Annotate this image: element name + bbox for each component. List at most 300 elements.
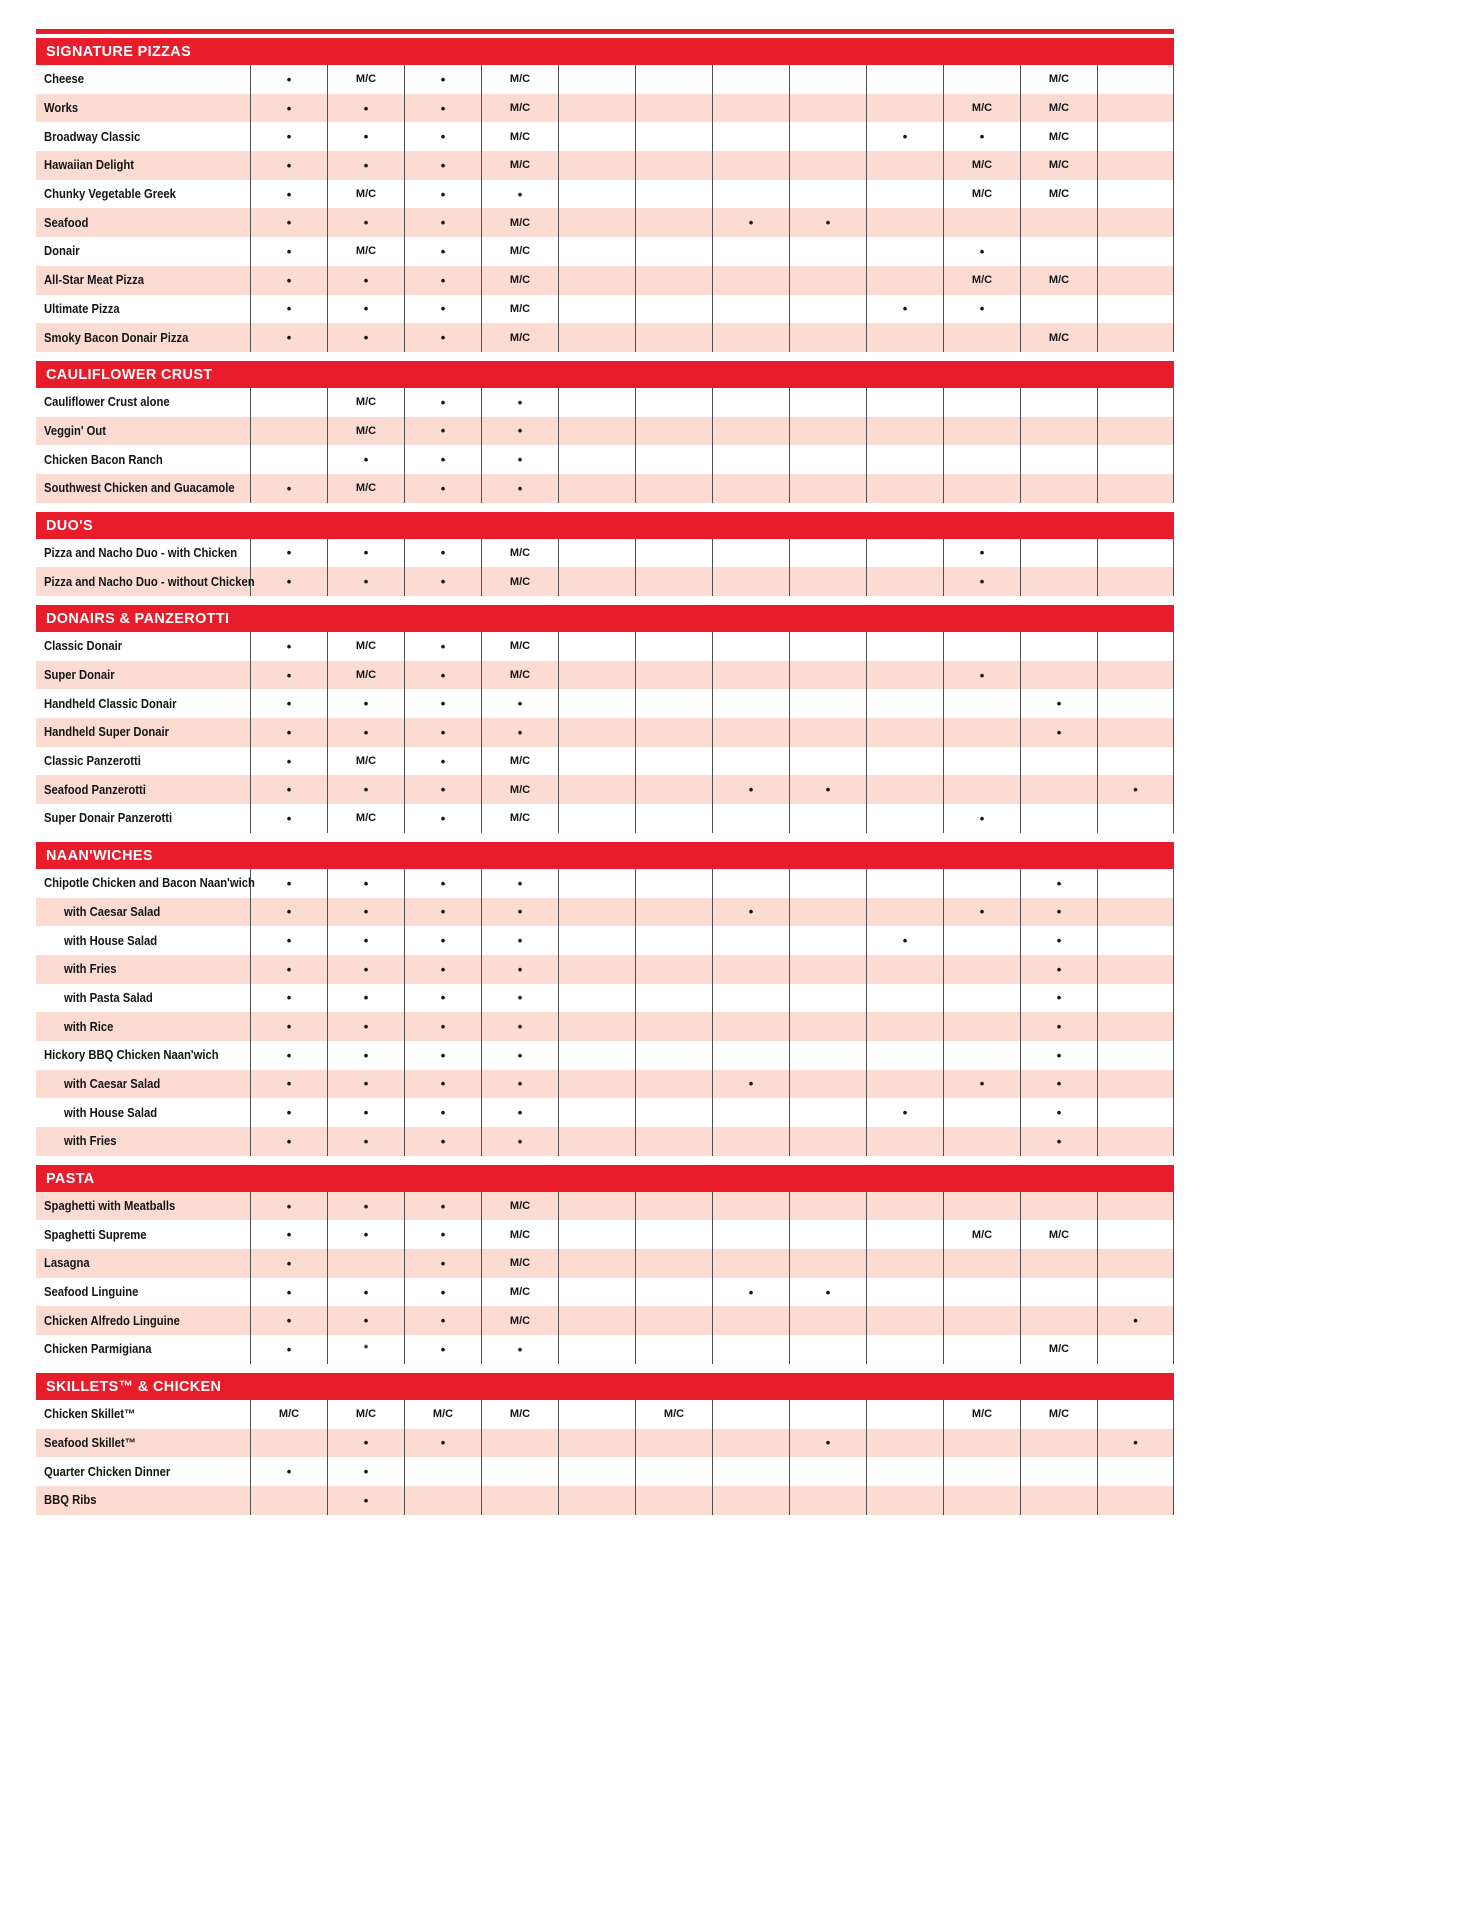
contains-marker-cell: • xyxy=(1020,1070,1097,1099)
contains-marker-cell: • xyxy=(250,661,327,690)
empty-cell xyxy=(635,151,712,180)
section-naan-wiches xyxy=(36,842,1174,1156)
contains-marker-cell: • xyxy=(250,898,327,927)
contains-marker-cell: • xyxy=(250,151,327,180)
empty-cell xyxy=(558,1098,635,1127)
table-row xyxy=(36,775,1174,804)
contains-marker-cell: • xyxy=(404,955,481,984)
menu-item-label-cell xyxy=(36,445,250,474)
empty-cell xyxy=(712,94,789,123)
contains-marker-cell: • xyxy=(250,323,327,352)
contains-marker-cell: • xyxy=(404,869,481,898)
table-row xyxy=(36,1041,1174,1070)
empty-cell xyxy=(1020,567,1097,596)
may-contain-marker-cell: M/C xyxy=(327,632,404,661)
contains-marker-cell: • xyxy=(404,295,481,324)
empty-cell xyxy=(1097,417,1174,446)
contains-marker-cell: • xyxy=(943,237,1020,266)
contains-marker-cell: • xyxy=(1020,955,1097,984)
menu-item-label-cell xyxy=(36,539,250,568)
empty-cell xyxy=(1020,295,1097,324)
empty-cell xyxy=(789,632,866,661)
empty-cell xyxy=(789,323,866,352)
empty-cell xyxy=(558,1400,635,1429)
empty-cell xyxy=(558,180,635,209)
may-contain-marker-cell: M/C xyxy=(327,1400,404,1429)
contains-marker-cell: • xyxy=(943,295,1020,324)
empty-cell xyxy=(1097,323,1174,352)
empty-cell xyxy=(1097,180,1174,209)
empty-cell xyxy=(558,122,635,151)
empty-cell xyxy=(789,474,866,503)
contains-marker-cell: • xyxy=(404,65,481,94)
menu-item-label-cell xyxy=(36,295,250,324)
menu-item-label: Classic Panzerotti xyxy=(44,754,141,769)
contains-marker-cell: • xyxy=(1020,1012,1097,1041)
empty-cell xyxy=(1097,632,1174,661)
contains-marker-cell: • xyxy=(1020,1127,1097,1156)
empty-cell xyxy=(866,1457,943,1486)
may-contain-marker-cell: M/C xyxy=(481,323,558,352)
table-row xyxy=(36,1306,1174,1335)
empty-cell xyxy=(943,955,1020,984)
empty-cell xyxy=(789,984,866,1013)
empty-cell xyxy=(789,65,866,94)
empty-cell xyxy=(789,180,866,209)
empty-cell xyxy=(866,151,943,180)
empty-cell xyxy=(866,632,943,661)
may-contain-marker-cell: M/C xyxy=(481,1306,558,1335)
empty-cell xyxy=(558,718,635,747)
empty-cell xyxy=(712,747,789,776)
contains-marker-cell: • xyxy=(327,898,404,927)
menu-item-label: Seafood xyxy=(44,215,89,230)
empty-cell xyxy=(866,898,943,927)
empty-cell xyxy=(712,266,789,295)
contains-marker-cell: • xyxy=(327,1220,404,1249)
empty-cell xyxy=(1097,474,1174,503)
empty-cell xyxy=(866,718,943,747)
menu-item-label: Classic Donair xyxy=(44,639,123,654)
empty-cell xyxy=(789,1070,866,1099)
empty-cell xyxy=(558,1249,635,1278)
empty-cell xyxy=(558,955,635,984)
empty-cell xyxy=(866,1127,943,1156)
contains-marker-cell: • xyxy=(250,775,327,804)
empty-cell xyxy=(789,869,866,898)
table-row xyxy=(36,926,1174,955)
menu-item-label-cell xyxy=(36,689,250,718)
empty-cell xyxy=(558,1192,635,1221)
empty-cell xyxy=(712,1192,789,1221)
contains-marker-cell: • xyxy=(866,122,943,151)
contains-marker-cell: • xyxy=(327,295,404,324)
contains-marker-cell: • xyxy=(712,1278,789,1307)
empty-cell xyxy=(635,1220,712,1249)
contains-marker-cell: • xyxy=(481,1012,558,1041)
empty-cell xyxy=(1097,1192,1174,1221)
empty-cell xyxy=(789,122,866,151)
empty-cell xyxy=(866,1486,943,1515)
contains-marker-cell: • xyxy=(712,898,789,927)
contains-marker-cell: • xyxy=(404,1012,481,1041)
empty-cell xyxy=(558,539,635,568)
contains-marker-cell: • xyxy=(404,94,481,123)
empty-cell xyxy=(1097,1012,1174,1041)
empty-cell xyxy=(943,926,1020,955)
menu-item-label-cell xyxy=(36,1070,250,1099)
empty-cell xyxy=(635,237,712,266)
empty-cell xyxy=(789,1306,866,1335)
contains-marker-cell: • xyxy=(1020,898,1097,927)
empty-cell xyxy=(558,1486,635,1515)
empty-cell xyxy=(712,926,789,955)
empty-cell xyxy=(558,94,635,123)
may-contain-marker-cell: M/C xyxy=(481,567,558,596)
empty-cell xyxy=(789,1098,866,1127)
empty-cell xyxy=(712,1098,789,1127)
menu-item-label: Seafood Panzerotti xyxy=(44,782,146,797)
contains-marker-cell: • xyxy=(250,208,327,237)
section-signature-pizzas xyxy=(36,38,1174,352)
empty-cell xyxy=(866,180,943,209)
contains-marker-cell: • xyxy=(250,804,327,833)
may-contain-marker-cell: M/C xyxy=(1020,1400,1097,1429)
contains-marker-cell: • xyxy=(327,926,404,955)
empty-cell xyxy=(481,1457,558,1486)
empty-cell xyxy=(635,1486,712,1515)
menu-item-label: Spaghetti Supreme xyxy=(44,1227,147,1242)
empty-cell xyxy=(866,1429,943,1458)
empty-cell xyxy=(558,1306,635,1335)
empty-cell xyxy=(1097,747,1174,776)
contains-marker-cell: • xyxy=(250,567,327,596)
menu-item-label-cell xyxy=(36,1457,250,1486)
empty-cell xyxy=(635,718,712,747)
may-contain-marker-cell: M/C xyxy=(327,474,404,503)
may-contain-marker-cell: M/C xyxy=(404,1400,481,1429)
empty-cell xyxy=(712,869,789,898)
empty-cell xyxy=(943,445,1020,474)
empty-cell xyxy=(635,567,712,596)
empty-cell xyxy=(866,689,943,718)
contains-marker-cell: • xyxy=(250,984,327,1013)
empty-cell xyxy=(1020,388,1097,417)
contains-marker-cell: • xyxy=(327,1278,404,1307)
empty-cell xyxy=(635,869,712,898)
section-title: SIGNATURE PIZZAS xyxy=(46,43,192,60)
empty-cell xyxy=(558,926,635,955)
empty-cell xyxy=(943,984,1020,1013)
menu-item-label: with Fries xyxy=(64,1134,117,1149)
contains-marker-cell: • xyxy=(481,417,558,446)
empty-cell xyxy=(1020,237,1097,266)
contains-marker-cell: • xyxy=(404,689,481,718)
table-row xyxy=(36,1249,1174,1278)
empty-cell xyxy=(712,955,789,984)
empty-cell xyxy=(635,417,712,446)
empty-cell xyxy=(943,718,1020,747)
table-row xyxy=(36,237,1174,266)
contains-marker-cell: • xyxy=(327,323,404,352)
contains-marker-cell: • xyxy=(250,65,327,94)
empty-cell xyxy=(1020,1249,1097,1278)
may-contain-marker-cell: M/C xyxy=(481,539,558,568)
contains-marker-cell: • xyxy=(481,474,558,503)
menu-item-label-cell xyxy=(36,1098,250,1127)
empty-cell xyxy=(558,151,635,180)
contains-marker-cell: • xyxy=(404,417,481,446)
empty-cell xyxy=(327,1249,404,1278)
menu-item-label: Chipotle Chicken and Bacon Naan'wich xyxy=(44,876,255,891)
empty-cell xyxy=(712,237,789,266)
empty-cell xyxy=(1097,955,1174,984)
contains-marker-cell: • xyxy=(327,151,404,180)
empty-cell xyxy=(866,94,943,123)
contains-marker-cell: • xyxy=(789,1429,866,1458)
may-contain-marker-cell: M/C xyxy=(1020,94,1097,123)
menu-item-label: Hawaiian Delight xyxy=(44,158,135,173)
empty-cell xyxy=(558,747,635,776)
contains-marker-cell: • xyxy=(250,122,327,151)
empty-cell xyxy=(1020,661,1097,690)
empty-cell xyxy=(635,689,712,718)
menu-item-label: Quarter Chicken Dinner xyxy=(44,1464,171,1479)
menu-item-label-cell xyxy=(36,718,250,747)
empty-cell xyxy=(712,661,789,690)
table-row xyxy=(36,1098,1174,1127)
empty-cell xyxy=(558,445,635,474)
contains-marker-cell: • xyxy=(327,567,404,596)
contains-marker-cell: • xyxy=(481,869,558,898)
empty-cell xyxy=(943,869,1020,898)
contains-marker-cell: • xyxy=(250,1278,327,1307)
empty-cell xyxy=(558,1070,635,1099)
empty-cell xyxy=(866,567,943,596)
contains-marker-cell: • xyxy=(404,1220,481,1249)
table-row xyxy=(36,689,1174,718)
menu-item-label-cell xyxy=(36,266,250,295)
table-row xyxy=(36,632,1174,661)
empty-cell xyxy=(789,94,866,123)
empty-cell xyxy=(866,65,943,94)
may-contain-marker-cell: M/C xyxy=(481,775,558,804)
may-contain-marker-cell: M/C xyxy=(481,295,558,324)
contains-marker-cell: • xyxy=(327,1041,404,1070)
contains-marker-cell: • xyxy=(250,1041,327,1070)
may-contain-marker-cell: M/C xyxy=(1020,266,1097,295)
contains-marker-cell: • xyxy=(327,1012,404,1041)
menu-item-label-cell xyxy=(36,984,250,1013)
contains-marker-cell: • xyxy=(943,1070,1020,1099)
empty-cell xyxy=(712,1249,789,1278)
menu-item-label: with Pasta Salad xyxy=(64,990,153,1005)
empty-cell xyxy=(866,474,943,503)
may-contain-marker-cell: M/C xyxy=(481,661,558,690)
contains-marker-cell: • xyxy=(404,122,481,151)
empty-cell xyxy=(481,1429,558,1458)
empty-cell xyxy=(866,388,943,417)
empty-cell xyxy=(1097,926,1174,955)
contains-marker-cell: • xyxy=(404,180,481,209)
may-contain-marker-cell: M/C xyxy=(943,151,1020,180)
contains-marker-cell: • xyxy=(404,1306,481,1335)
empty-cell xyxy=(635,804,712,833)
empty-cell xyxy=(635,180,712,209)
contains-marker-cell: • xyxy=(327,1127,404,1156)
table-row xyxy=(36,1278,1174,1307)
empty-cell xyxy=(1097,445,1174,474)
empty-cell xyxy=(943,208,1020,237)
table-row xyxy=(36,718,1174,747)
contains-marker-cell: • xyxy=(327,1306,404,1335)
empty-cell xyxy=(789,689,866,718)
contains-marker-cell: • xyxy=(866,926,943,955)
empty-cell xyxy=(866,1070,943,1099)
empty-cell xyxy=(712,1429,789,1458)
contains-marker-cell: • xyxy=(481,718,558,747)
empty-cell xyxy=(1097,1278,1174,1307)
empty-cell xyxy=(712,388,789,417)
menu-item-label: Chicken Parmigiana xyxy=(44,1342,152,1357)
empty-cell xyxy=(635,1192,712,1221)
empty-cell xyxy=(712,984,789,1013)
may-contain-marker-cell: M/C xyxy=(250,1400,327,1429)
empty-cell xyxy=(1020,474,1097,503)
empty-cell xyxy=(712,1486,789,1515)
contains-marker-cell: • xyxy=(250,266,327,295)
table-row xyxy=(36,567,1174,596)
empty-cell xyxy=(558,295,635,324)
empty-cell xyxy=(789,747,866,776)
empty-cell xyxy=(1097,869,1174,898)
contains-marker-cell: • xyxy=(250,689,327,718)
empty-cell xyxy=(635,747,712,776)
empty-cell xyxy=(404,1486,481,1515)
contains-marker-cell: • xyxy=(943,122,1020,151)
contains-marker-cell: • xyxy=(404,266,481,295)
contains-marker-cell: • xyxy=(1020,1098,1097,1127)
empty-cell xyxy=(1097,208,1174,237)
empty-cell xyxy=(866,1306,943,1335)
section-skillets-chicken xyxy=(36,1373,1174,1515)
empty-cell xyxy=(1097,804,1174,833)
empty-cell xyxy=(789,1486,866,1515)
empty-cell xyxy=(866,955,943,984)
empty-cell xyxy=(558,474,635,503)
empty-cell xyxy=(712,295,789,324)
menu-item-label-cell xyxy=(36,661,250,690)
may-contain-marker-cell: M/C xyxy=(943,180,1020,209)
menu-item-label-cell xyxy=(36,632,250,661)
contains-marker-cell: • xyxy=(404,1041,481,1070)
may-contain-marker-cell: M/C xyxy=(327,804,404,833)
empty-cell xyxy=(1020,775,1097,804)
empty-cell xyxy=(943,1098,1020,1127)
empty-cell xyxy=(1097,1220,1174,1249)
empty-cell xyxy=(250,417,327,446)
contains-marker-cell: • xyxy=(789,1278,866,1307)
empty-cell xyxy=(635,94,712,123)
empty-cell xyxy=(866,266,943,295)
empty-cell xyxy=(712,632,789,661)
empty-cell xyxy=(635,926,712,955)
empty-cell xyxy=(1020,1192,1097,1221)
table-row xyxy=(36,1127,1174,1156)
empty-cell xyxy=(1097,237,1174,266)
table-row xyxy=(36,445,1174,474)
empty-cell xyxy=(943,747,1020,776)
contains-marker-cell: • xyxy=(250,1192,327,1221)
contains-marker-cell: • xyxy=(712,208,789,237)
empty-cell xyxy=(712,323,789,352)
contains-marker-cell: • xyxy=(250,94,327,123)
empty-cell xyxy=(635,1070,712,1099)
menu-item-label: Super Donair xyxy=(44,668,115,683)
empty-cell xyxy=(866,1041,943,1070)
empty-cell xyxy=(558,1335,635,1364)
contains-marker-cell: • xyxy=(481,388,558,417)
menu-item-label-cell xyxy=(36,388,250,417)
empty-cell xyxy=(789,718,866,747)
menu-item-label: Pizza and Nacho Duo - without Chicken xyxy=(44,574,255,589)
contains-marker-cell: • xyxy=(712,775,789,804)
contains-marker-cell: • xyxy=(481,1127,558,1156)
menu-item-label-cell xyxy=(36,1127,250,1156)
empty-cell xyxy=(1097,1335,1174,1364)
contains-marker-cell: • xyxy=(404,718,481,747)
may-contain-marker-cell: M/C xyxy=(481,94,558,123)
may-contain-marker-cell: M/C xyxy=(481,151,558,180)
empty-cell xyxy=(1020,1486,1097,1515)
empty-cell xyxy=(1020,747,1097,776)
menu-item-label-cell xyxy=(36,775,250,804)
contains-marker-cell: • xyxy=(866,1098,943,1127)
contains-marker-cell: • xyxy=(404,1429,481,1458)
may-contain-marker-cell: M/C xyxy=(327,417,404,446)
empty-cell xyxy=(1097,1249,1174,1278)
table-row xyxy=(36,474,1174,503)
empty-cell xyxy=(250,445,327,474)
empty-cell xyxy=(789,1012,866,1041)
section-cauliflower-crust xyxy=(36,361,1174,503)
empty-cell xyxy=(712,445,789,474)
empty-cell xyxy=(866,208,943,237)
empty-cell xyxy=(558,1457,635,1486)
empty-cell xyxy=(789,926,866,955)
contains-marker-cell: • xyxy=(943,567,1020,596)
may-contain-marker-cell: M/C xyxy=(327,661,404,690)
empty-cell xyxy=(635,1041,712,1070)
empty-cell xyxy=(789,445,866,474)
contains-marker-cell: • xyxy=(404,237,481,266)
empty-cell xyxy=(866,445,943,474)
empty-cell xyxy=(1097,539,1174,568)
contains-marker-cell: • xyxy=(404,1249,481,1278)
empty-cell xyxy=(635,539,712,568)
empty-cell xyxy=(789,661,866,690)
menu-item-label: with House Salad xyxy=(64,1105,158,1120)
contains-marker-cell: • xyxy=(481,955,558,984)
empty-cell xyxy=(558,266,635,295)
may-contain-marker-cell: M/C xyxy=(327,237,404,266)
empty-cell xyxy=(250,1429,327,1458)
empty-cell xyxy=(866,984,943,1013)
may-contain-marker-cell: M/C xyxy=(481,1249,558,1278)
menu-item-label-cell xyxy=(36,1429,250,1458)
table-row xyxy=(36,1400,1174,1429)
empty-cell xyxy=(558,869,635,898)
